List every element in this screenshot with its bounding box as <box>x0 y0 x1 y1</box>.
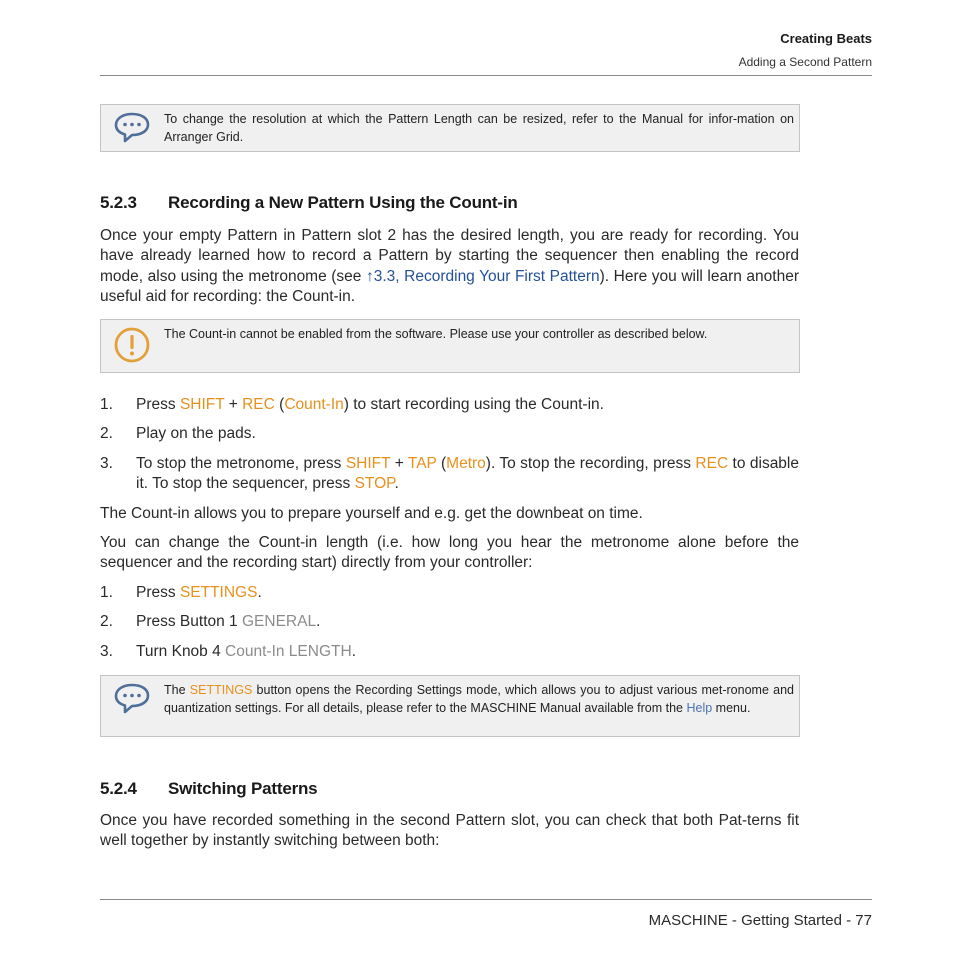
display-label: GENERAL <box>241 613 317 630</box>
note-text: The Count-in cannot be enabled from the software. Please use your controller as described below. <box>164 327 708 341</box>
list-item: 3. Turn Knob 4 Count-In LENGTH. <box>100 643 356 660</box>
paragraph: Once you have recorded something in the second Pattern slot, you can check that both Pat-terns fit well together by instantly switching between both: <box>100 812 799 850</box>
list-item: 1. Press SETTINGS. <box>100 584 262 601</box>
section-number: 5.2.3 <box>100 193 137 212</box>
section-heading-5-2-3 <box>100 193 518 213</box>
control-label: SETTINGS <box>179 584 258 601</box>
control-label: SHIFT <box>179 396 225 413</box>
control-label: REC <box>695 455 729 472</box>
speech-bubble-icon <box>113 682 151 719</box>
speech-bubble-icon <box>113 111 151 148</box>
list-item: 1. Press SHIFT + REC (Count-In) to start recording using the Count-in. <box>100 396 604 413</box>
warning-icon <box>113 326 151 369</box>
section-heading-5-2-4 <box>100 779 317 799</box>
section-number: 5.2.4 <box>100 779 137 798</box>
control-label: STOP <box>354 475 395 493</box>
note-text: To change the resolution at which the Pattern Length can be resized, refer to the Manual for infor-mation on Arranger Grid. <box>164 112 794 144</box>
control-label: SETTINGS <box>189 683 253 697</box>
footer-rule <box>100 899 872 900</box>
note-box-settings <box>100 675 800 737</box>
note-text: The SETTINGS button opens the Recording Settings mode, which allows you to adjust various met-ronome and quantization settings. For all details, please refer to the MASCHINE Manual available from the Help menu. <box>164 683 795 715</box>
help-menu-link[interactable]: Help <box>686 700 713 715</box>
control-label: Metro <box>446 455 486 472</box>
intro-paragraph: Once your empty Pattern in Pattern slot 2 has the desired length, you are ready for recording. You have already learned how to record a Pattern by starting the sequencer then enabling the record mode, also using the metronome (see ↑3.3, Recording Your First Pattern). Here you will learn another useful aid for recording: the Count-in. <box>100 227 799 306</box>
list-item: 3. To stop the metronome, press SHIFT + TAP (Metro). To stop the recording, press REC to disable it. To stop the sequencer, press STOP. <box>100 455 799 493</box>
list-item: 2. Play on the pads. <box>100 425 256 442</box>
section-title: Recording a New Pattern Using the Count-in <box>168 193 518 212</box>
control-label: SHIFT <box>345 455 391 472</box>
running-header-section: Creating Beats <box>780 31 872 46</box>
list-item: 2. Press Button 1 GENERAL. <box>100 613 321 630</box>
paragraph: You can change the Count-in length (i.e. how long you hear the metronome alone before the sequencer and the recording start) directly from your controller: <box>100 534 799 572</box>
paragraph: The Count-in allows you to prepare yourself and e.g. get the downbeat on time. <box>100 505 643 522</box>
control-label: TAP <box>407 455 437 472</box>
section-title: Switching Patterns <box>168 779 318 798</box>
running-header-subsection: Adding a Second Pattern <box>738 55 872 69</box>
display-label: Count-In LENGTH <box>225 643 352 660</box>
page-footer: MASCHINE - Getting Started - 77 <box>648 912 872 929</box>
control-label: Count-In <box>284 396 344 413</box>
note-box-countin-warning <box>100 319 800 373</box>
header-rule <box>100 75 872 76</box>
cross-reference-link[interactable]: ↑3.3, Recording Your First Pattern <box>365 267 600 285</box>
control-label: REC <box>242 396 275 413</box>
note-box-resolution <box>100 104 800 152</box>
